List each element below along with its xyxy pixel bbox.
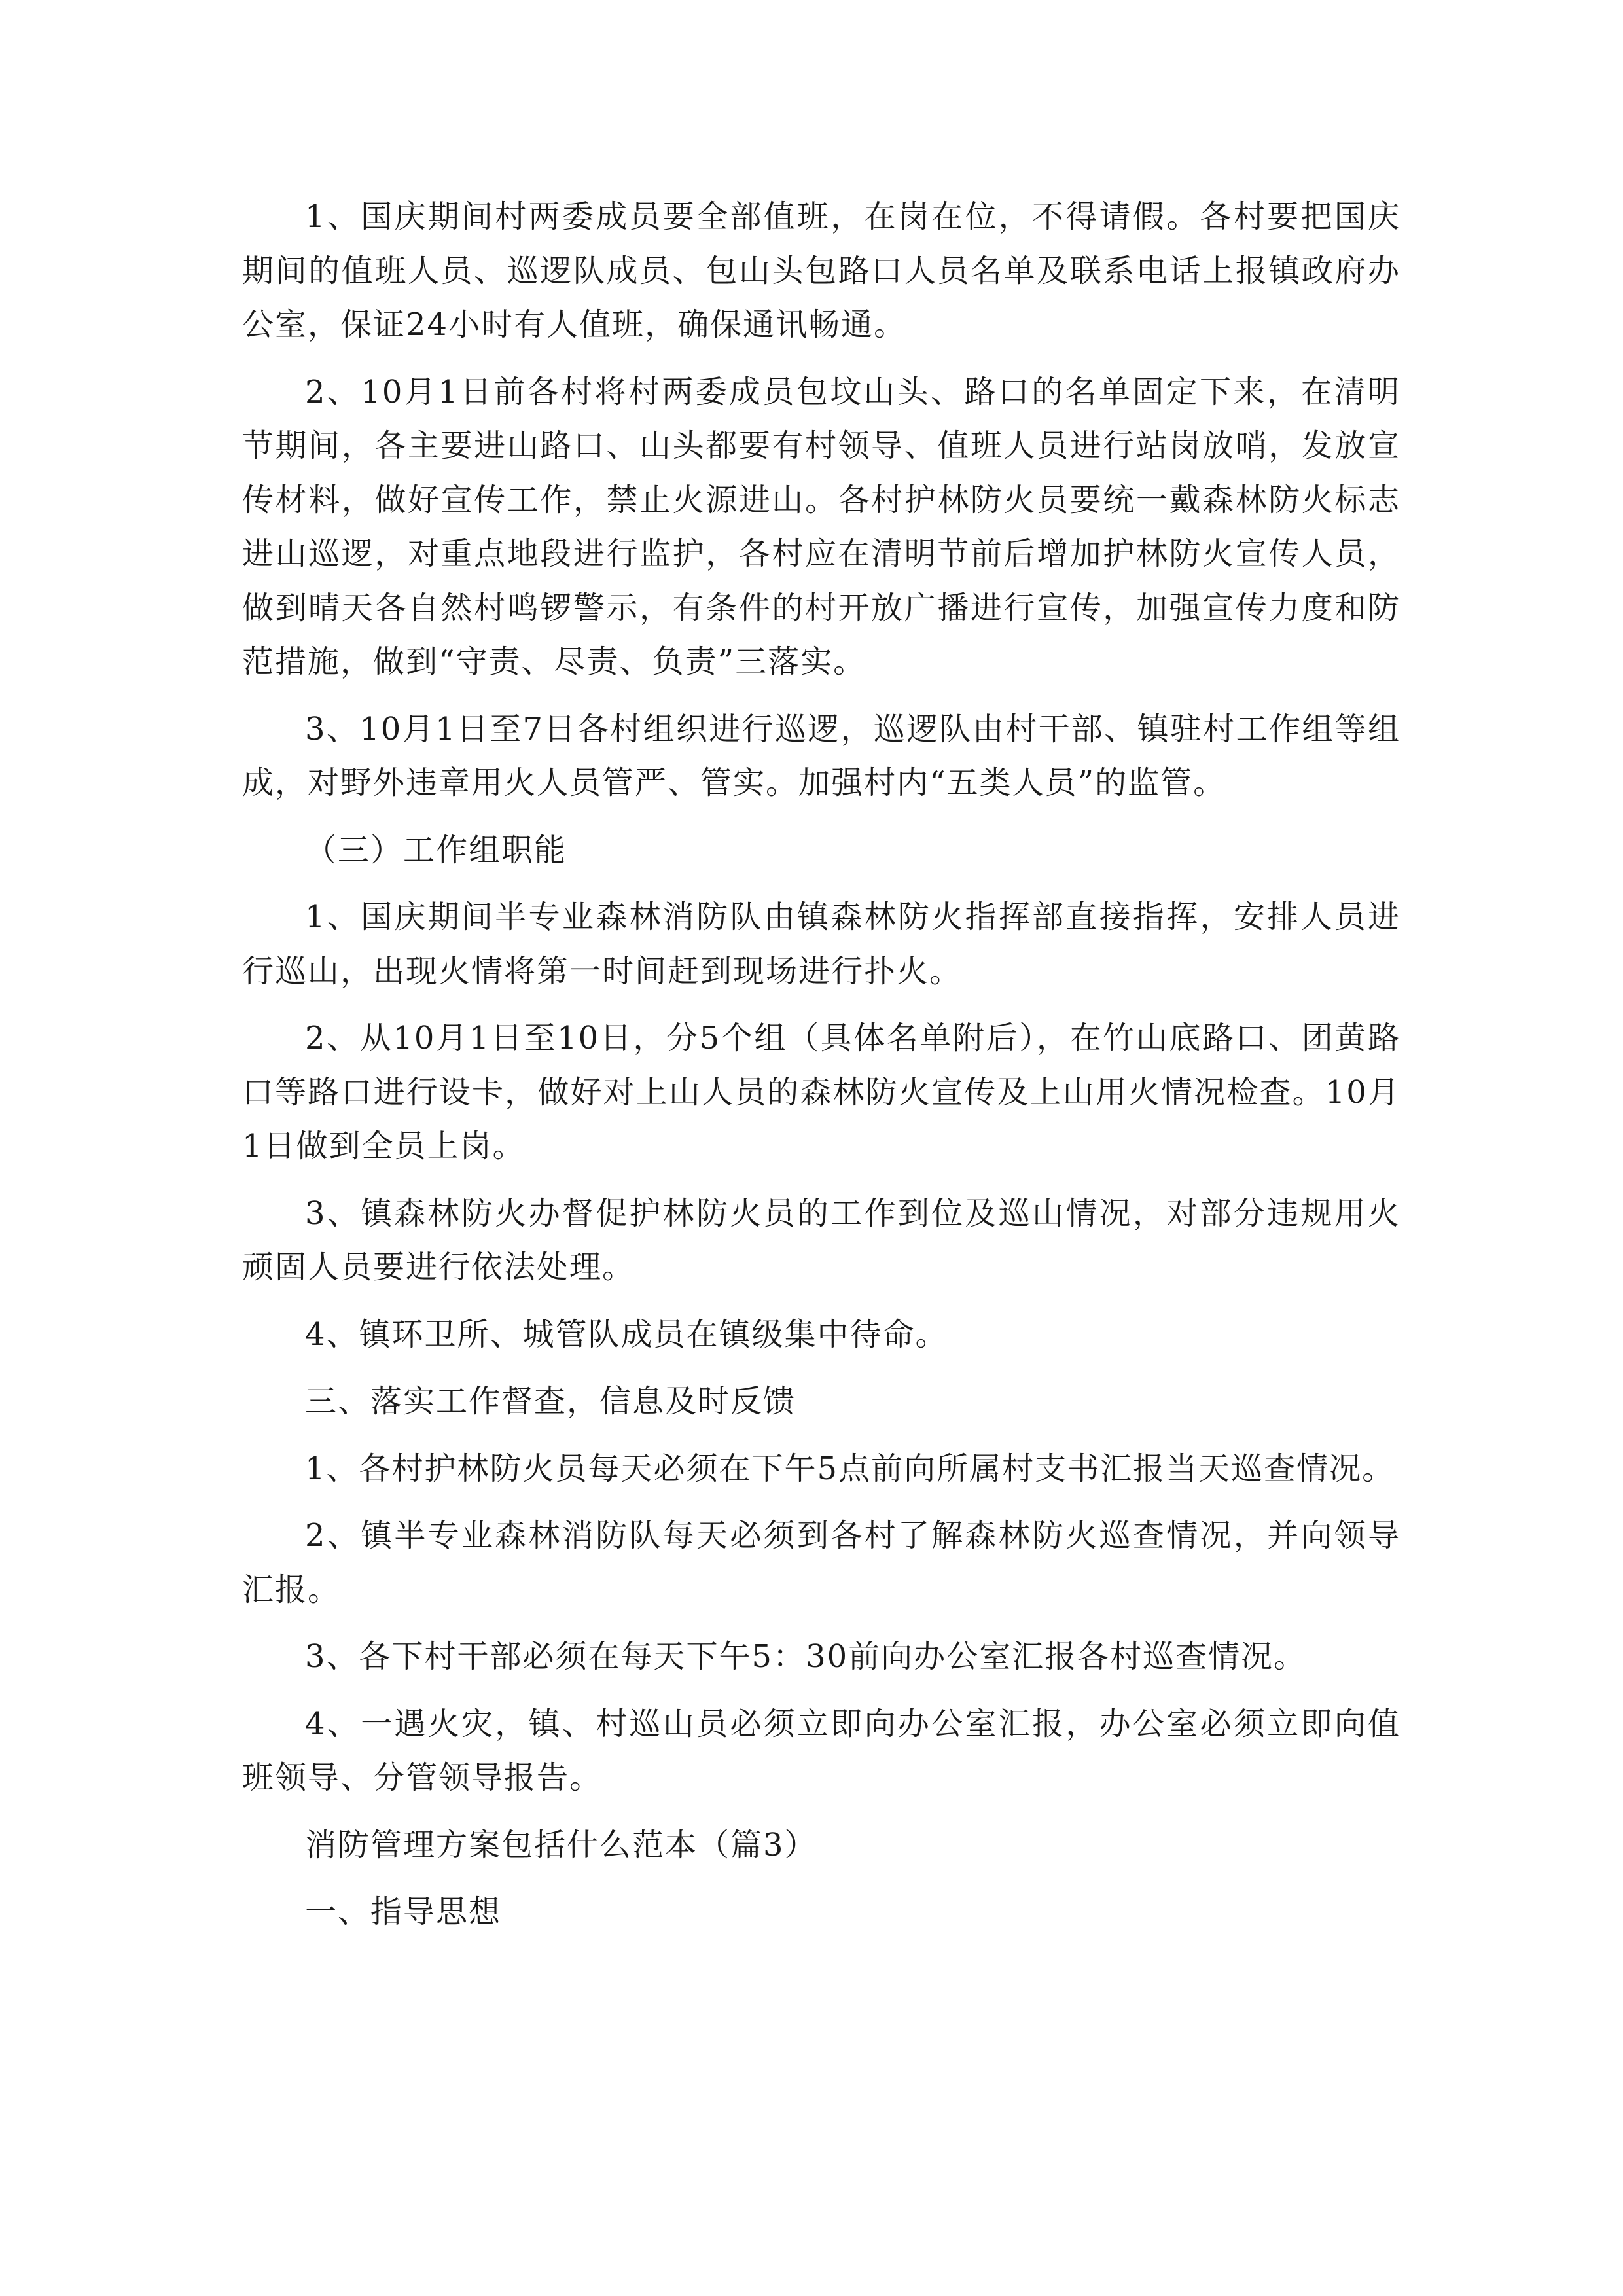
paragraph-supervision: 3、镇森林防火办督促护林防火员的工作到位及巡山情况，对部分违规用火顽固人员要进行依法处理。 <box>242 1194 1400 1285</box>
paragraph-checkpoints: 2、从10月1日至10日，分5个组（具体名单附后），在竹山底路口、团黄路口等路口进行设卡，做好对上山人员的森林防火宣传及上山用火情况检查。10月1日做到全员上岗。 <box>242 1020 1400 1164</box>
paragraph-duty-staff: 1、国庆期间村两委成员要全部值班，在岗在位，不得请假。各村要把国庆期间的值班人员、巡逻队成员、包山头包路口人员名单及联系电话上报镇政府办公室，保证24小时有人值班，确保通讯畅通。 <box>242 198 1400 343</box>
paragraph-patrol: 3、10月1日至7日各村组织进行巡逻，巡逻队由村干部、镇驻村工作组等组成，对野外违章用火人员管严、管实。加强村内“五类人员”的监管。 <box>242 710 1400 801</box>
paragraph-cadre-report: 3、各下村干部必须在每天下午5：30前向办公室汇报各村巡查情况。 <box>305 1638 1307 1675</box>
paragraph-brigade-report: 2、镇半专业森林消防队每天必须到各村了解森林防火巡查情况，并向领导汇报。 <box>242 1517 1400 1608</box>
section-heading-guiding-ideology: 一、指导思想 <box>305 1893 502 1930</box>
section-title-part3: 消防管理方案包括什么范本（篇3） <box>305 1826 817 1863</box>
paragraph-road-posts: 2、10月1日前各村将村两委成员包坟山头、路口的名单固定下来，在清明节期间，各主要进山路口、山头都要有村领导、值班人员进行站岗放哨，发放宣传材料，做好宣传工作，禁止火源进山。各村护林防火员要统一戴森林防火标志进山巡逻，对重点地段进行监护，各村应在清明节前后增加护林防火宣传人员，做到晴天各自然村鸣锣警示，有条件的村开放广播进行宣传，加强宣传力度和防范措施，做到“守责、尽责、负责”三落实。 <box>242 373 1400 680</box>
paragraph-fire-emergency: 4、一遇火灾，镇、村巡山员必须立即向办公室汇报，办公室必须立即向值班领导、分管领导报告。 <box>242 1705 1400 1796</box>
document-body <box>242 190 1400 1952</box>
section-heading-work-group: （三）工作组职能 <box>305 831 567 869</box>
section-heading-inspection: 三、落实工作督查，信息及时反馈 <box>305 1383 796 1420</box>
paragraph-daily-report: 1、各村护林防火员每天必须在下午5点前向所属村支书汇报当天巡查情况。 <box>305 1450 1395 1487</box>
paragraph-fire-brigade: 1、国庆期间半专业森林消防队由镇森林防火指挥部直接指挥，安排人员进行巡山，出现火情将第一时间赶到现场进行扑火。 <box>242 899 1400 990</box>
paragraph-standby: 4、镇环卫所、城管队成员在镇级集中待命。 <box>305 1316 948 1353</box>
